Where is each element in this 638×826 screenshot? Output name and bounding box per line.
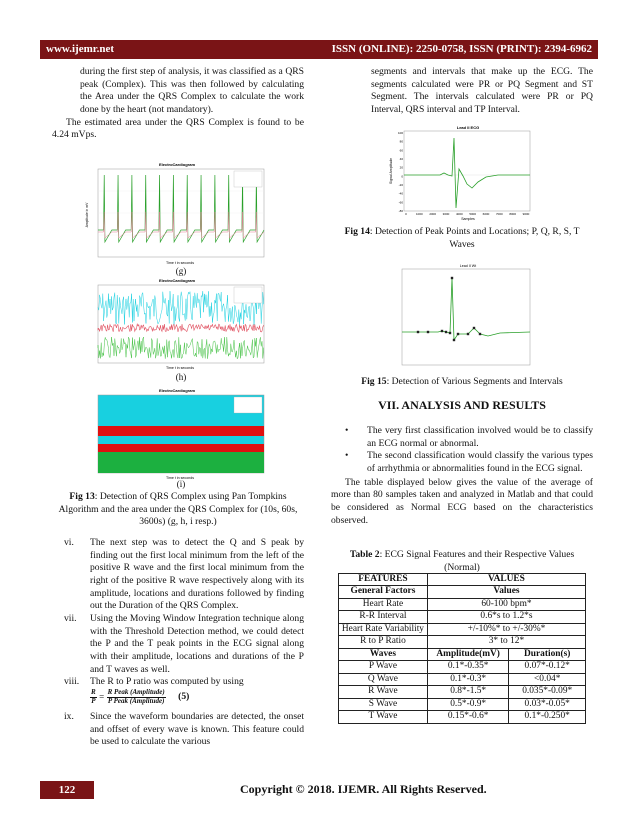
list-item-text: Using the Moving Window Integration technique along with the Threshold Detection method, we could detect the P and the T peak points in the ECG signal along with their amplitude, locations and durations of the P and T waves as well. <box>90 612 304 675</box>
fig14-ytick: 40 <box>399 157 403 161</box>
bullet-text: The second classification would classify the various types of arrhythmia or abnormalities found in the ECG signal. <box>367 450 593 474</box>
fig13-caption-label: Fig 13 <box>69 491 95 502</box>
fig14-xtick: 9000 <box>522 212 530 216</box>
list-item <box>52 711 304 749</box>
list-item <box>52 613 304 676</box>
table-row <box>339 574 586 586</box>
fig15-marker <box>473 327 475 329</box>
fig13-i-title: ElectroCardiogram <box>158 388 196 393</box>
fig13-label-i: (i) <box>176 479 186 489</box>
fig15-marker <box>457 333 459 335</box>
list-item-text: The R to P ratio was computed by using <box>90 676 244 688</box>
table-header: Duration(s) <box>509 648 586 660</box>
table-row <box>339 586 586 598</box>
fig13-i-red-band-1 <box>98 426 264 436</box>
list-item-text: The next step was to detect the Q and S peak by finding out the first local minimum from the left of the positive R wave and the first local minimum from the right of the positive R wave respectively along with its amplitude, locations and durations followed by finding out the Duration of the QRS Complex. <box>90 537 304 612</box>
table-row: R to P Ratio 3* to 12* <box>339 636 586 648</box>
fig13-h-title: ElectroCardiogram <box>158 278 196 283</box>
fig14-ytick: 100 <box>397 131 403 135</box>
fig14-ytick: -60 <box>398 200 403 205</box>
fig13-h-legend <box>234 287 262 303</box>
fig14-caption-label: Fig 14 <box>344 226 370 237</box>
fig14-ylabel: Signal Amplitude <box>389 157 393 185</box>
right-paragraph-1: segments and intervals that make up the ECG. The segments calculated were PR or PQ Segment and ST Segment. The intervals calculated were PR or PQ Interval, QRS interval and TP Interval. <box>371 66 593 115</box>
fig13-panel-i <box>84 386 270 482</box>
table-header: FEATURES <box>339 574 428 586</box>
list-item-num: viii. <box>64 676 80 688</box>
fig14-xtick: 3000 <box>442 212 450 216</box>
fig14-xtick: 7000 <box>495 212 503 216</box>
list-item: • The very first classification involved would be to classify an ECG normal or abnormal. <box>345 425 593 449</box>
section-title: VII. ANALYSIS AND RESULTS <box>378 398 546 412</box>
equation-5: $\frac{R}{P}$ = $\frac{\text{R Peak (Amplitude)}}{\text{P Peak (Amplitude)}} (5)$ <box>91 687 190 705</box>
fig15-plot <box>388 262 533 372</box>
list-item-num: vi. <box>64 537 74 548</box>
table-row: Heart Rate 60-100 bpm* <box>339 598 586 610</box>
fig14-ytick: -20 <box>398 183 403 187</box>
fig15-marker <box>441 330 443 332</box>
fig14-xtick: 2000 <box>429 212 437 216</box>
fig14-ytick: -80 <box>398 209 403 213</box>
list-item-num: vii. <box>64 612 77 624</box>
right-column <box>331 66 593 117</box>
fig13-g-title: ElectroCardiogram <box>158 162 196 167</box>
list-item: • The second classification would classify the various types of arrhythmia or abnormalities found in the ECG signal. <box>345 450 593 474</box>
table-row: S Wave 0.5*-0.9* 0.03*-0.05* <box>339 698 586 710</box>
fig15-marker <box>453 339 455 341</box>
fig13-label-g: (g) <box>175 266 187 276</box>
fig14-xtick: 4000 <box>455 212 463 216</box>
fig13-i-red-band-2 <box>98 444 264 452</box>
table-header: Waves <box>339 648 428 660</box>
fig14-ytick: 60 <box>399 148 403 153</box>
fig13-caption-text: : Detection of QRS Complex using Pan Tompkins Algorithm and the area under the QRS Complex for (10s, 60s, 3600s) (g, h, i resp.) <box>58 491 298 528</box>
eq-lhs: $\frac{R}{P}$ <box>91 687 96 705</box>
table2-caption-label: Table 2 <box>349 549 380 560</box>
fig14-caption-text: : Detection of Peak Points and Locations; P, Q, R, S, T Waves <box>369 226 580 250</box>
table2 <box>338 573 586 724</box>
left-paragraph-1: during the first step of analysis, it was classified as a QRS peak (Complex). This was then followed by calculating the Area under the QRS Complex to calculate the work done by the heart (not mandatory). <box>80 66 304 115</box>
fig14-xtick: 1000 <box>415 212 423 216</box>
fig13-label-h: (h) <box>175 372 187 382</box>
fig14-xtick: 5000 <box>469 212 477 216</box>
fig13-i-legend <box>234 397 262 413</box>
right-paragraph-2: The table displayed below gives the value of the average of more than 80 samples taken and analyzed in Matlab and that could be considered as Normal ECG based on the characteristics observed. <box>331 476 593 526</box>
left-numbered-list <box>52 537 304 749</box>
list-item <box>52 537 304 613</box>
fig13-g-ylabel: Amplitude in mV <box>85 202 89 228</box>
page-footer <box>40 781 598 799</box>
left-paragraph-2: The estimated area under the QRS Complex is found to be 4.24 mVps. <box>52 116 304 141</box>
eq-number: (5) <box>178 691 190 703</box>
fig15-marker <box>449 332 451 334</box>
fig15-caption <box>331 376 593 389</box>
fig14-caption <box>331 226 593 251</box>
fig15-marker <box>467 333 469 335</box>
table-row <box>339 648 586 660</box>
fig13-caption <box>52 491 304 529</box>
section-heading <box>331 398 593 414</box>
table-header: General Factors <box>339 586 428 598</box>
fig15-marker <box>417 331 419 333</box>
fig13-h-xlabel: Time t in seconds <box>165 366 195 370</box>
fig13-g-legend <box>234 171 262 187</box>
table-header: Values <box>427 586 585 598</box>
fig13-i-xlabel: Time t in seconds <box>165 476 195 480</box>
table-row: R-R Interval 0.6*s to 1.2*s <box>339 611 586 623</box>
table-row: P Wave 0.1*-0.35* 0.07*-0.12* <box>339 661 586 673</box>
journal-issn: ISSN (ONLINE): 2250-0758, ISSN (PRINT): 2394-6962 <box>331 43 592 55</box>
fig14-plot <box>388 124 533 222</box>
fig14-xtick: 6000 <box>482 212 490 216</box>
fig13-panel-h <box>84 276 270 372</box>
fig14-ytick: 0 <box>401 174 403 179</box>
fig14-xtick: 8000 <box>509 212 517 216</box>
table-header: Amplitude(mV) <box>427 648 509 660</box>
fig13-i-green-band <box>98 452 264 473</box>
fig15-marker <box>427 331 429 333</box>
list-item-text: Since the waveform boundaries are detected, the onset and offset of every wave is known. This feature could be used to calculate the various <box>90 710 304 748</box>
table-row: Heart Rate Variability +/-10%* to +/-30%* <box>339 623 586 635</box>
fig13-panel-g <box>84 160 270 268</box>
fig14-xlabel: Samples <box>461 217 475 221</box>
fig15-title: Lead II Wt <box>459 264 477 268</box>
fig14-ytick: -40 <box>398 191 403 196</box>
table-row: Q Wave 0.1*-0.3* <0.04* <box>339 673 586 685</box>
fig13-g-xlabel: Time t in seconds <box>165 261 195 265</box>
table-row: T Wave 0.15*-0.6* 0.1*-0.250* <box>339 711 586 723</box>
list-item <box>52 676 304 689</box>
eq-rhs: $\frac{\text{R Peak (Amplitude)}}{\text{P Peak (Amplitude)}}$ <box>107 687 165 705</box>
table-row: R Wave 0.8*-1.5* 0.035*-0.09* <box>339 686 586 698</box>
left-column <box>52 66 304 142</box>
page-number: 122 <box>40 781 94 799</box>
table-header: VALUES <box>427 574 585 586</box>
fig15-caption-label: Fig 15 <box>361 376 387 387</box>
bullet-text: The very first classification involved would be to classify an ECG normal or abnormal. <box>367 425 593 449</box>
table2-caption <box>331 549 593 574</box>
journal-site: www.ijemr.net <box>46 43 115 55</box>
fig15-caption-text: : Detection of Various Segments and Intervals <box>386 376 563 387</box>
journal-header <box>40 40 598 59</box>
fig14-title: Lead II ECG <box>456 125 480 130</box>
fig15-marker <box>479 333 481 335</box>
fig14-xtick: 0 <box>405 212 407 216</box>
fig15-marker <box>451 277 453 279</box>
fig14-ytick: 80 <box>399 139 403 144</box>
copyright: Copyright © 2018. IJEMR. All Rights Reserved. <box>240 782 487 796</box>
fig14-ytick: 20 <box>399 165 403 170</box>
fig15-marker <box>445 331 447 333</box>
bullet-list <box>331 425 593 527</box>
list-item-num: ix. <box>64 710 74 722</box>
table2-caption-text: : ECG Signal Features and their Respective Values (Normal) <box>379 549 575 573</box>
